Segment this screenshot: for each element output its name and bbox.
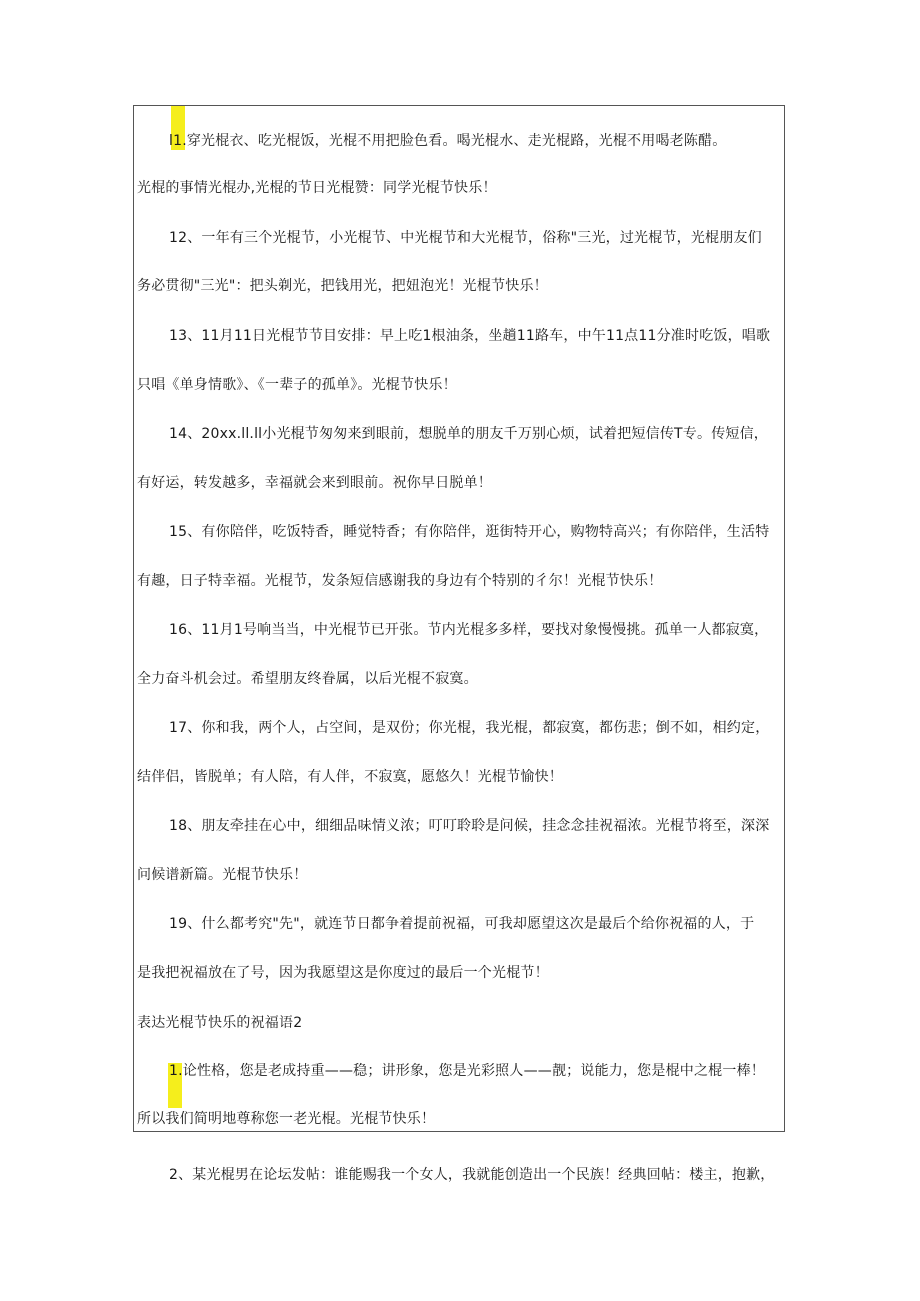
list-marker: 1. (169, 1063, 183, 1079)
paragraph-line: 14、20xx.ll.ll小光棍节匆匆来到眼前，想脱单的朋友千万别心烦，试着把短信传T专。传短信， (169, 426, 769, 442)
list-marker: l1. (169, 133, 187, 149)
paragraph-line: 2、某光棍男在论坛发帖：谁能赐我一个女人，我就能创造出一个民族！经典回帖：楼主，抱歉， (169, 1167, 775, 1183)
paragraph-line: 结伴侣，皆脱单；有人陪，有人伴，不寂寞，愿悠久！光棍节愉快！ (137, 769, 563, 785)
section-heading: 表达光棍节快乐的祝福语2 (137, 1015, 303, 1031)
paragraph-line: 17、你和我，两个人，占空间，是双份；你光棍，我光棍，都寂寞，都伤悲；倒不如，相约定， (169, 720, 770, 736)
paragraph-line: 只唱《单身情歌》、《一辈子的孤单》。光棍节快乐！ (137, 377, 457, 393)
paragraph-line: 全力奋斗机会过。希望朋友终眷属，以后光棍不寂寞。 (137, 671, 478, 687)
line-text: 论性格，您是老成持重——稳；讲形象，您是光彩照人——靓；说能力，您是棍中之棍一棒！ (182, 1063, 765, 1079)
paragraph-line: 13、11月11日光棍节节目安排：早上吃1根油条，坐趟11路车，中午11点11分准时吃饭，唱歌 (169, 328, 771, 344)
paragraph-line: 有趣，日子特幸福。光棍节，发条短信感谢我的身边有个特别的彳尔！光棍节快乐！ (137, 573, 663, 589)
paragraph-line: 所以我们简明地尊称您一老光棍。光棍节快乐！ (137, 1111, 436, 1127)
paragraph-line: 12、一年有三个光棍节，小光棍节、中光棍节和大光棍节，俗称"三光，过光棍节，光棍朋友们 (169, 230, 762, 246)
paragraph-line: 光棍的事情光棍办,光棍的节日光棍赞：同学光棍节快乐！ (137, 180, 497, 196)
paragraph-line: 务必贯彻"三光"：把头剃光，把钱用光，把妞泡光！光棍节快乐！ (137, 278, 548, 294)
paragraph-line (169, 131, 726, 151)
paragraph-line: 有好运，转发越多，幸福就会来到眼前。祝你早日脱单！ (137, 475, 492, 491)
paragraph-line: 15、有你陪伴，吃饭特香，睡觉特香；有你陪伴，逛街特开心，购物特高兴；有你陪伴，生活特 (169, 524, 770, 540)
paragraph-line: 问候谱新篇。光棍节快乐！ (137, 867, 308, 883)
paragraph-line: 18、朋友牵挂在心中，细细品味情义浓；叮叮聆聆是问候，挂念念挂祝福浓。光棍节将至，深深 (169, 818, 770, 834)
paragraph-line: 19、什么都考究"先"，就连节日都争着提前祝福，可我却愿望这次是最后个给你祝福的人，于 (169, 916, 755, 932)
paragraph-line: 是我把祝福放在了号，因为我愿望这是你度过的最后一个光棍节！ (137, 965, 549, 981)
paragraph-line (169, 1061, 765, 1081)
line-text: 穿光棍衣、吃光棍饭，光棍不用把脸色看。喝光棍水、走光棍路，光棍不用喝老陈醋。 (186, 133, 727, 149)
paragraph-line: 16、11月1号响当当，中光棍节已开张。节内光棍多多样，要找对象慢慢挑。孤单一人都寂寞， (169, 622, 769, 638)
